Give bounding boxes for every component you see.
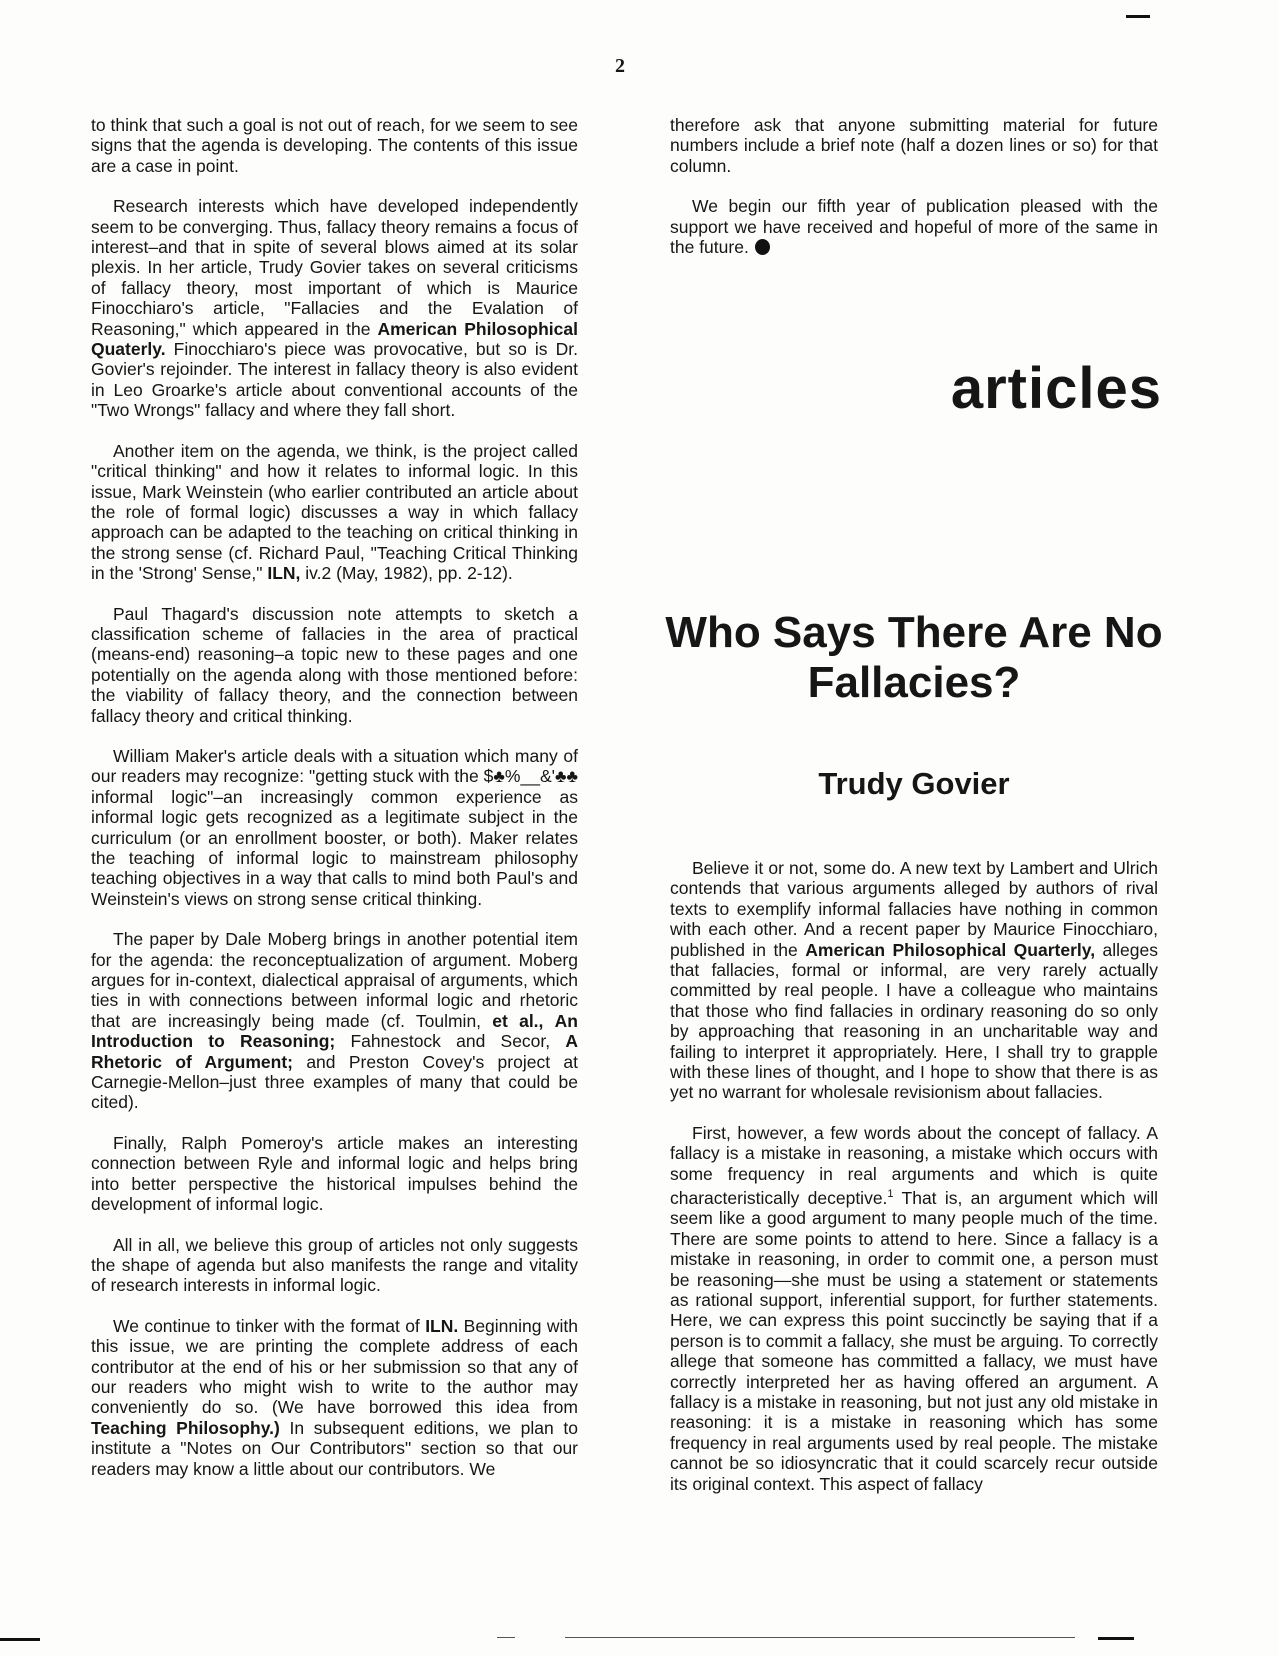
- left-paragraph-5: William Maker's article deals with a situation which many of our readers may recognize: "getting stuck with the $♣%__&'♣♣ informal logic"–an increasingly common experience as informal logic gets recognized as a legitimate subject in the curriculum (or an enrollment booster, or both). Maker relates the teaching of informal logic to mainstream philosophy teaching objectives in a way that calls to mind both Paul's and Weinstein's views on strong sense critical thinking.: [91, 745, 578, 909]
- left-paragraph-7: Finally, Ralph Pomeroy's article makes an interesting connection between Ryle and informal logic and helps bring into better perspective the historical impulses behind the development of informal logic.: [91, 1132, 578, 1215]
- scan-mark-bottom-left: [0, 1638, 40, 1641]
- book-title: A Rhetoric of Argument;: [91, 1031, 578, 1072]
- article-paragraph-2: First, however, a few words about the concept of fallacy. A fallacy is a mistake in reasoning, a mistake which occurs with some frequency in real arguments and which is quite characteristically deceptive.$^1$ That is, an argument which will seem like a good argument to many people much of the time. There are some points to attend to here. Since a fallacy is a mistake in reasoning, in order to commit one, a person must be reasoning—she must be using a statement or statements as rational support, inferential support, for further statements. Here, we can express this point succinctly be saying that if a person is to commit a fallacy, she must be arguing. To correctly allege that someone has committed a fallacy, we must have correctly interpreted her as having offered an argument. A fallacy is a mistake in reasoning, but not just any old mistake in reasoning: it is a mistake in reasoning which has some frequency in real arguments used by real people. The mistake cannot be so idiosyncratic that it could scarcely recur outside its original context. This aspect of fallacy: [670, 1122, 1158, 1494]
- article-paragraph-1: Believe it or not, some do. A new text by Lambert and Ulrich contends that various arguments alleged by authors of rival texts to exemplify informal fallacies have nothing in common with each other. And a recent paper by Maurice Finocchiaro, published in the American Philosophical Quarterly, alleges that fallacies, formal or informal, are very rarely actually committed by real people. I have a colleague who maintains that those who find fallacies in ordinary reasoning do so only by approaching that reasoning in an uncharitable way and failing to interpret it appropriately. Here, I shall try to grapple with these lines of thought, and I hope to show that there is as yet no warrant for wholesale revisionism about fallacies.: [670, 858, 1158, 1103]
- left-paragraph-9: We continue to tinker with the format of ILN. Beginning with this issue, we are printing the complete address of each contributor at the end of his or her submission so that any of our readers who might wish to write to the author may conveniently do so. (We have borrowed this idea from Teaching Philosophy.) In subsequent editions, we plan to institute a "Notes on Our Contributors" section so that our readers may know a little about our contributors. We: [91, 1315, 578, 1479]
- scan-rule-bottom: [565, 1637, 1075, 1638]
- scan-mark-bottom-right: [1098, 1637, 1134, 1640]
- journal-title: Teaching Philosophy.): [91, 1417, 280, 1438]
- end-mark-icon: [755, 239, 770, 255]
- footnote-marker: 1: [887, 1188, 894, 1201]
- book-title: An Introduction to Reasoning;: [91, 1010, 578, 1052]
- article-body: [670, 858, 1158, 1514]
- article-author: Trudy Govier: [818, 766, 1010, 801]
- left-paragraph-3: Another item on the agenda, we think, is the project called "critical thinking" and how it relates to informal logic. In this issue, Mark Weinstein (who earlier contributed an article about the role of formal logic) discusses a way in which fallacy approach can be adapted to the teaching on critical thinking in the strong sense (cf. Richard Paul, "Teaching Critical Thinking in the 'Strong' Sense," ILN, iv.2 (May, 1982), pp. 2-12).: [91, 440, 578, 584]
- left-paragraph-1: to think that such a goal is not out of reach, for we seem to see signs that the agenda is developing. The contents of this issue are a case in point.: [91, 115, 578, 176]
- left-paragraph-6: The paper by Dale Moberg brings in another potential item for the agenda: the reconceptualization of argument. Moberg argues for in-context, dialectical appraisal of arguments, which ties in with connections between informal logic and rhetoric that are increasingly being made (cf. Toulmin, et al., An Introduction to Reasoning; Fahnestock and Secor, A Rhetoric of Argument; and Preston Covey's project at Carnegie-Mellon–just three examples of many that could be cited).: [91, 929, 578, 1113]
- page-number: 2: [615, 55, 625, 77]
- left-paragraph-8: All in all, we believe this group of articles not only suggests the shape of agenda but also manifests the range and vitality of research interests in informal logic.: [91, 1234, 578, 1296]
- section-heading: articles: [950, 356, 1162, 421]
- right-paragraph-2: We begin our fifth year of publication pleased with the support we have received and hopeful of more of the same in the future.: [670, 196, 1158, 258]
- editorial-left-column: [91, 115, 578, 1499]
- scan-mark-top-right: [1126, 15, 1150, 18]
- left-paragraph-4: Paul Thagard's discussion note attempts to sketch a classification scheme of fallacies in the area of practical (means-end) reasoning–a topic new to these pages and one potentially on the agenda along with those mentioned before: the viability of fallacy theory, and the connection between fallacy theory and critical thinking.: [91, 603, 578, 726]
- right-paragraph-1: therefore ask that anyone submitting material for future numbers include a brief note (half a dozen lines or so) for that column.: [670, 115, 1158, 176]
- journal-title: American Philosophical Quaterly.: [91, 318, 578, 360]
- journal-title: ILN,: [267, 563, 301, 584]
- scan-mark-bottom-mid: [497, 1637, 515, 1638]
- editorial-right-column: [670, 115, 1158, 277]
- left-paragraph-2: Research interests which have developed independently seem to be converging. Thus, fallacy theory remains a focus of interest–and that in spite of several blows aimed at its solar plexis. In her article, Trudy Govier takes on several criticisms of fallacy theory, most important of which is Maurice Finocchiaro's article, "Fallacies and the Evalation of Reasoning," which appeared in the American Philosophical Quaterly. Finocchiaro's piece was provocative, but so is Dr. Govier's rejoinder. The interest in fallacy theory is also evident in Leo Groarke's article about conventional accounts of the "Two Wrongs" fallacy and where they fall short.: [91, 196, 578, 421]
- article-title: Who Says There Are No Fallacies?: [665, 608, 1163, 707]
- journal-title: American Philosophical Quarterly,: [805, 939, 1096, 960]
- journal-title: ILN.: [425, 1315, 459, 1336]
